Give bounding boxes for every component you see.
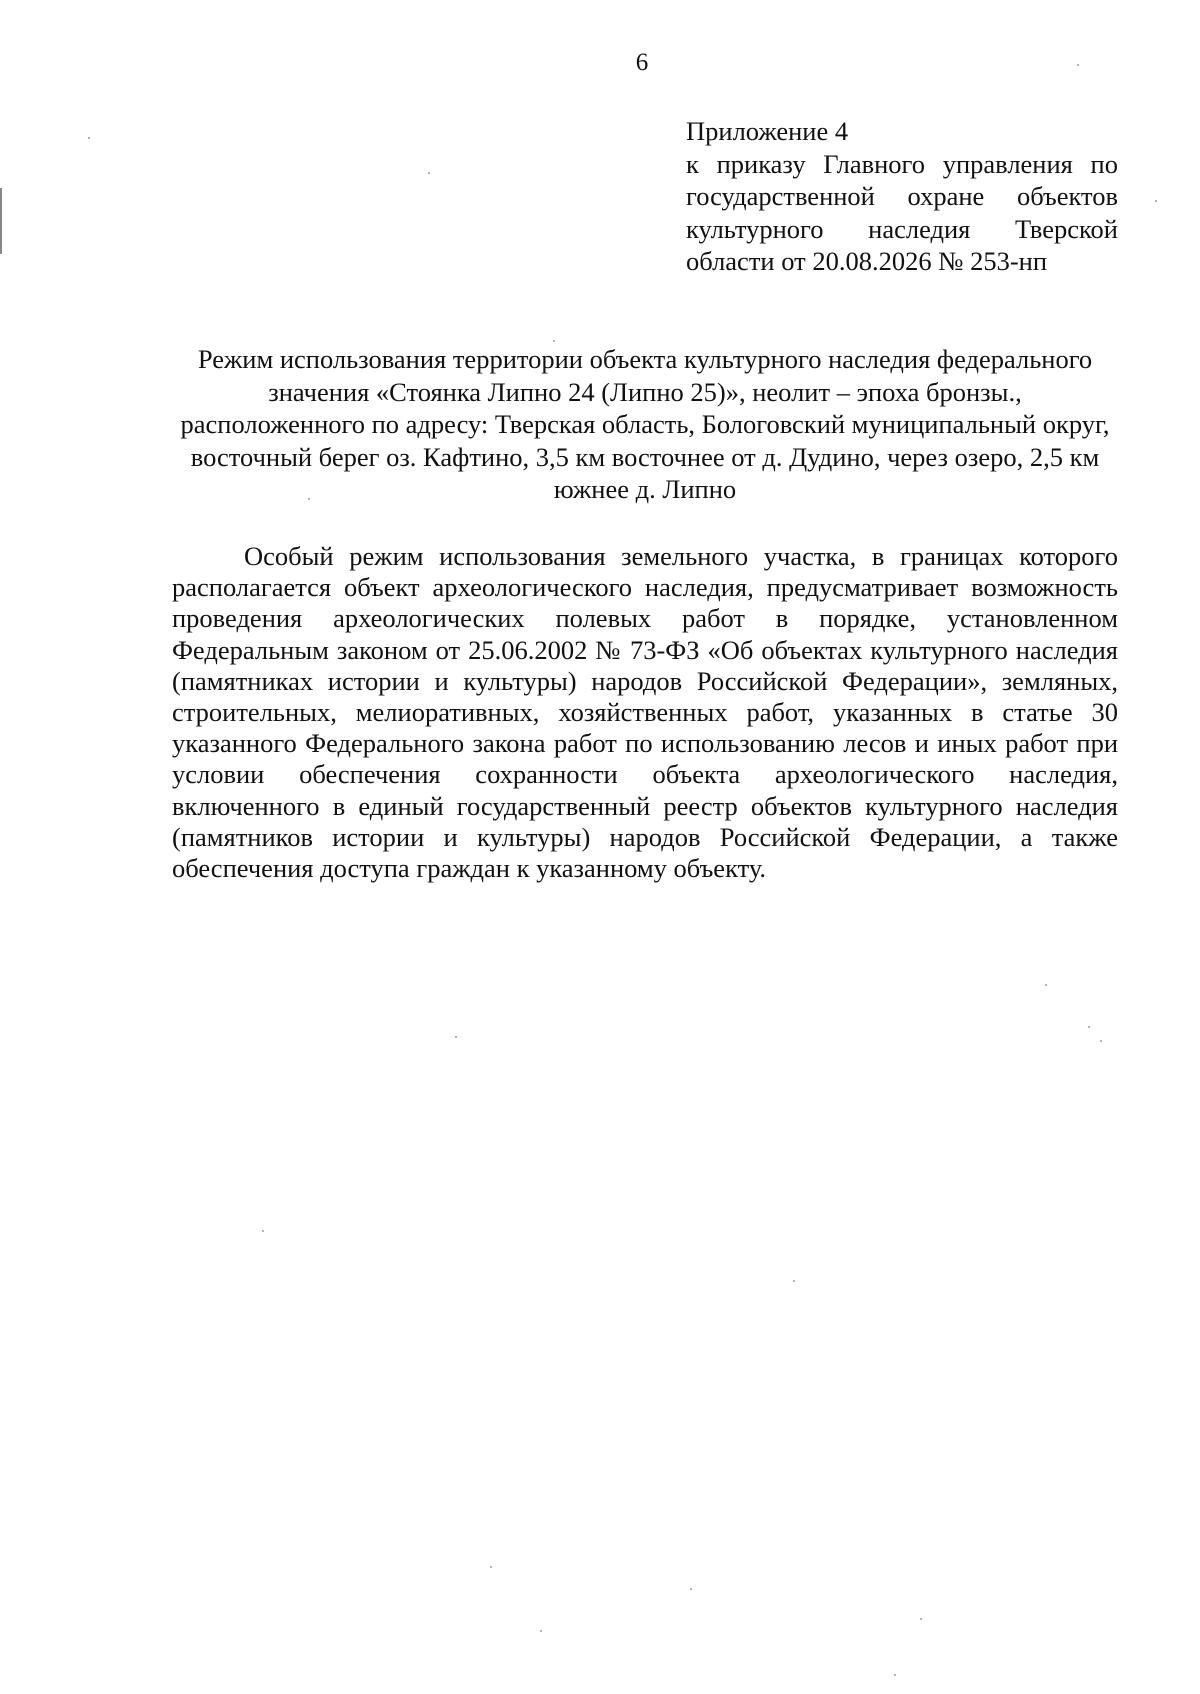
scan-speck <box>1077 64 1079 66</box>
scan-speck <box>308 498 310 500</box>
scan-speck <box>540 1630 542 1632</box>
scan-speck <box>88 137 90 139</box>
scan-speck <box>490 1566 492 1568</box>
scan-speck <box>1155 200 1157 202</box>
scan-speck <box>920 1618 922 1620</box>
scan-speck <box>455 1036 457 1038</box>
scan-speck <box>262 1230 264 1232</box>
scan-speck <box>1045 984 1047 986</box>
scan-speck <box>553 340 555 342</box>
scan-speck <box>1088 1026 1090 1028</box>
scan-speck <box>428 172 430 174</box>
annex-reference: к приказу Главного управления по государственной охране объектов культурного наследия Тверской области от 20.08.2026 № 253-нп <box>686 148 1118 276</box>
body-paragraph: Особый режим использования земельного участка, в границах которого располагается объект археологического наследия, предусматривает возможность проведения археологических полевых работ в порядке, установленном Федеральным законом от 25.06.2002 № 73-ФЗ «Об объектах культурного наследия (памятниках истории и культуры) народов Российской Федерации», земляных, строительных, мелиоративных, хозяйственных работ, указанных в статье 30 указанного Федерального закона работ по использованию лесов и иных работ при условии обеспечения сохранности объекта археологического наследия, включенного в единый государственный реестр объектов культурного наследия (памятников истории и культуры) народов Российской Федерации, а также обеспечения доступа граждан к указанному объекту. <box>172 541 1118 884</box>
scan-edge-mark <box>0 188 2 254</box>
annex-block <box>686 115 1118 278</box>
scan-speck <box>793 1280 795 1282</box>
scan-speck <box>1100 1040 1102 1042</box>
annex-title: Приложение 4 <box>686 116 849 146</box>
page-number: 6 <box>635 49 649 76</box>
scan-speck <box>690 1588 692 1590</box>
scan-speck <box>894 1674 896 1676</box>
document-heading: Режим использования территории объекта культурного наследия федерального значения «Стоянка Липно 24 (Липно 25)», неолит – эпоха бронзы., расположенного по адресу: Тверская область, Бологовский муниципальный округ, восточный берег оз. Кафтино, 3,5 км восточнее от д. Дудино, через озеро, 2,5 км южнее д. Липно <box>180 344 1110 504</box>
